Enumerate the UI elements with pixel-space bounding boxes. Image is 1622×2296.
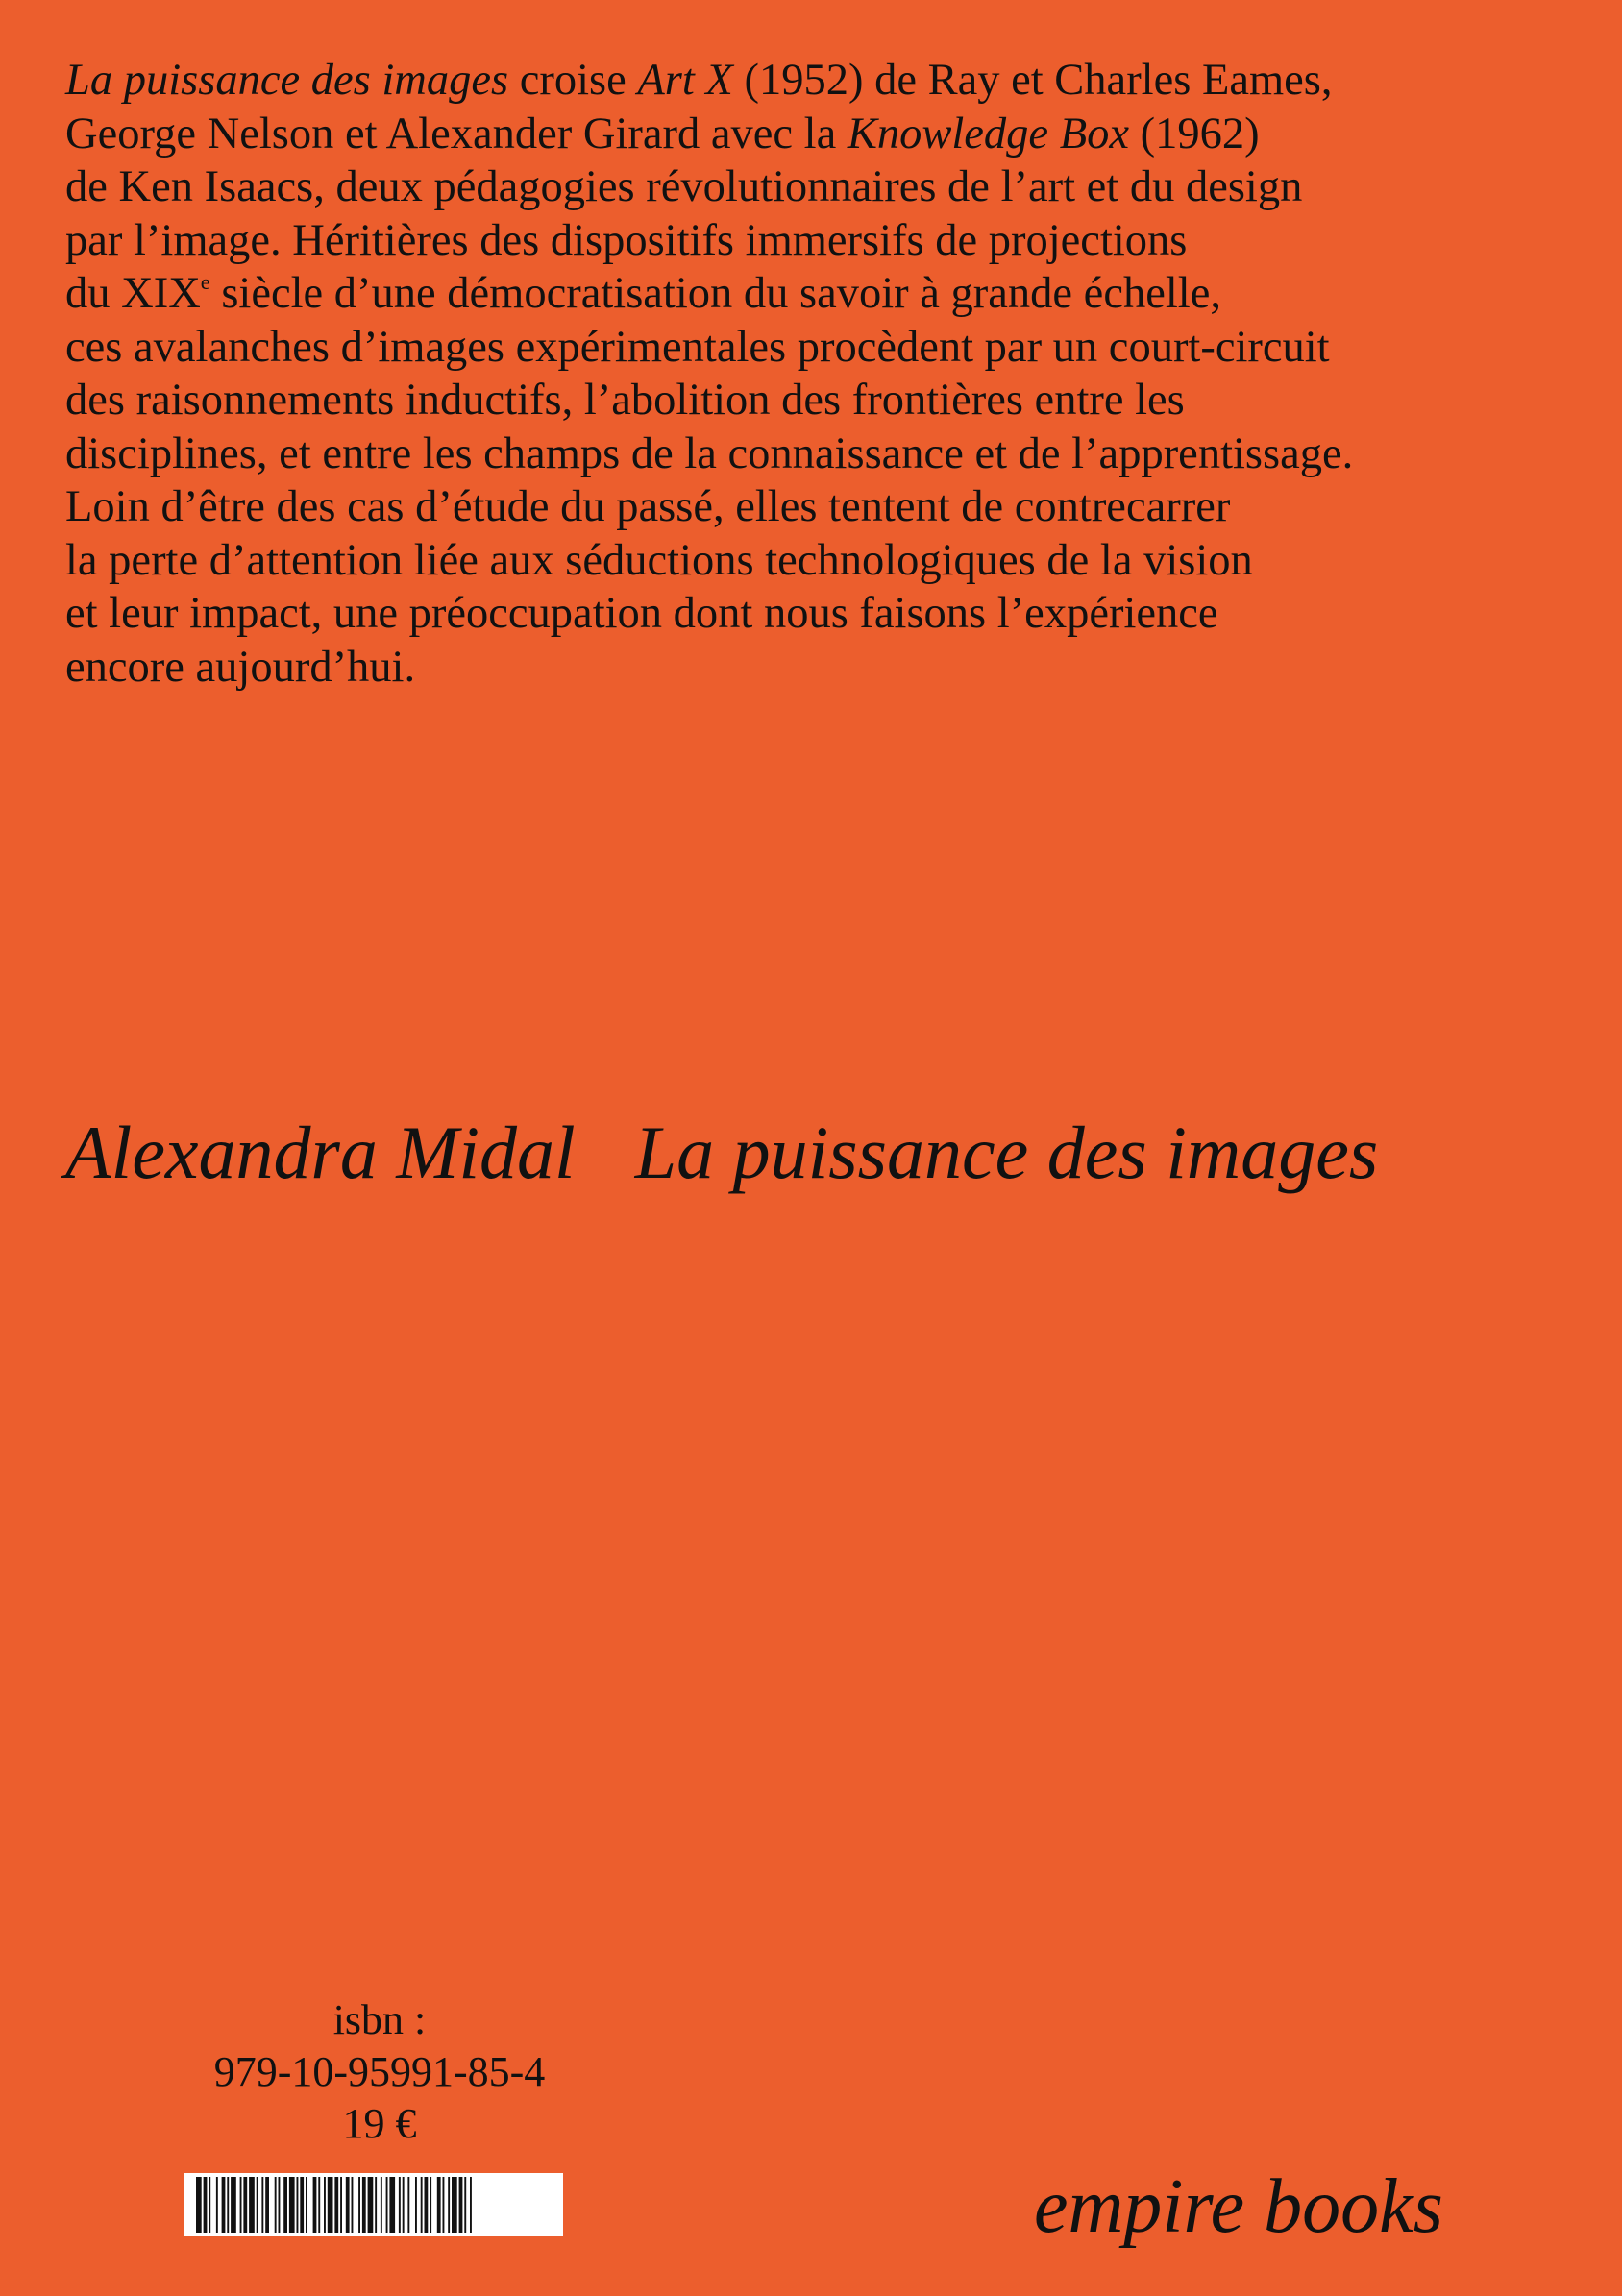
blurb-line	[65, 160, 1564, 214]
blurb-text: (1962)	[1129, 109, 1260, 159]
barcode-bar	[289, 2177, 295, 2233]
blurb-text: la perte d’attention liée aux séductions technologiques de la vision	[65, 535, 1253, 585]
blurb-text: et leur impact, une préoccupation dont nous faisons l’expérience	[65, 589, 1218, 638]
barcode-bar	[470, 2177, 472, 2233]
barcode-bar	[425, 2177, 429, 2233]
blurb-line	[65, 54, 1564, 108]
isbn-label: isbn :	[332, 1996, 427, 2043]
barcode-bar	[381, 2177, 382, 2233]
barcode-bar	[459, 2177, 463, 2233]
barcode-bar	[346, 2177, 350, 2233]
superscript: e	[200, 270, 210, 295]
blurb-text: ces avalanches d’images expérimentales procèdent par un court-circuit	[65, 322, 1330, 372]
barcode-bar	[415, 2177, 417, 2233]
blurb-line	[65, 374, 1564, 427]
barcode-bar	[216, 2177, 218, 2233]
isbn-block	[154, 1994, 605, 2150]
back-cover-blurb	[65, 54, 1564, 694]
barcode-bar	[362, 2177, 366, 2233]
barcode-bar	[240, 2177, 242, 2233]
barcode-bar	[279, 2177, 281, 2233]
barcode-bar	[313, 2177, 317, 2233]
barcode-bar	[209, 2177, 210, 2233]
blurb-line	[65, 214, 1564, 268]
barcode-bar	[196, 2177, 202, 2233]
barcode-bar	[318, 2177, 320, 2233]
barcode-bar	[283, 2177, 287, 2233]
barcode-bar	[222, 2177, 226, 2233]
barcode-bar	[204, 2177, 208, 2233]
barcode-bar	[389, 2177, 395, 2233]
author-name: Alexandra Midal	[65, 1111, 576, 1194]
barcode-bar	[334, 2177, 338, 2233]
blurb-text: croise	[508, 56, 638, 105]
barcode-bar	[306, 2177, 307, 2233]
blurb-line	[65, 427, 1564, 481]
barcode-bar	[464, 2177, 466, 2233]
barcode-bar	[430, 2177, 431, 2233]
barcode-bar	[403, 2177, 405, 2233]
blurb-text: disciplines, et entre les champs de la connaissance et de l’apprentissage.	[65, 428, 1354, 478]
blurb-text: du XIX	[65, 269, 201, 318]
blurb-text: (1952) de Ray et Charles Eames,	[732, 56, 1333, 105]
barcode-image	[184, 2173, 563, 2236]
blurb-line	[65, 534, 1564, 588]
blurb-text: des raisonnements inductifs, l’abolition des frontières entre les	[65, 376, 1185, 425]
barcode-bar	[358, 2177, 360, 2233]
barcode-bar	[261, 2177, 263, 2233]
blurb-line	[65, 480, 1564, 534]
barcode-bar	[243, 2177, 247, 2233]
barcode-bar	[421, 2177, 423, 2233]
barcode-bar	[328, 2177, 333, 2233]
barcode-bar	[340, 2177, 342, 2233]
barcode-bar	[275, 2177, 277, 2233]
barcode-bar	[227, 2177, 229, 2233]
cover-title-row	[65, 1105, 1378, 1201]
blurb-line	[65, 108, 1564, 161]
blurb-line	[65, 321, 1564, 375]
isbn-number: 979-10-95991-85-4	[213, 2048, 546, 2095]
blurb-text: encore aujourd’hui.	[65, 642, 416, 692]
barcode-bar	[443, 2177, 445, 2233]
barcode-bar	[386, 2177, 388, 2233]
blurb-line	[65, 267, 1564, 321]
italic-title: Knowledge Box	[847, 109, 1129, 159]
barcode-bar	[297, 2177, 299, 2233]
price: 19 €	[342, 2100, 417, 2147]
barcode-bar	[407, 2177, 409, 2233]
barcode-bar	[265, 2177, 269, 2233]
blurb-line	[65, 587, 1564, 641]
barcode-bar	[231, 2177, 236, 2233]
barcode-bar	[368, 2177, 374, 2233]
barcode-bar	[352, 2177, 354, 2233]
blurb-text: siècle d’une démocratisation du savoir à grande échelle,	[209, 269, 1221, 318]
blurb-text: de Ken Isaacs, deux pédagogies révolutionnaires de l’art et du design	[65, 162, 1303, 211]
barcode-bar	[399, 2177, 401, 2233]
barcode-bar	[437, 2177, 441, 2233]
publisher-logo: empire books	[1034, 2164, 1443, 2249]
barcode-bar	[249, 2177, 255, 2233]
blurb-text: Loin d’être des cas d’étude du passé, elles tentent de contrecarrer	[65, 482, 1231, 531]
barcode-bar	[448, 2177, 450, 2233]
blurb-line	[65, 641, 1564, 695]
barcode-bars	[184, 2173, 563, 2236]
italic-title: La puissance des images	[65, 56, 509, 105]
barcode-bar	[452, 2177, 457, 2233]
barcode-bar	[257, 2177, 258, 2233]
barcode-bar	[375, 2177, 377, 2233]
italic-title: Art X	[637, 56, 733, 105]
blurb-text: George Nelson et Alexander Girard avec la	[65, 109, 848, 159]
book-title: La puissance des images	[634, 1111, 1379, 1194]
barcode-bar	[300, 2177, 304, 2233]
barcode-bar	[324, 2177, 326, 2233]
blurb-text: par l’image. Héritières des dispositifs immersifs de projections	[65, 215, 1188, 265]
